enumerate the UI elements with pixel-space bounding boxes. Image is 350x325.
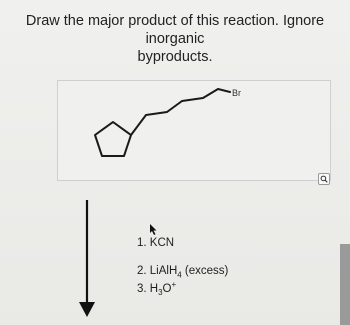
cyclopentane-ring — [95, 122, 131, 156]
reactant-structure-box — [57, 80, 331, 181]
condition-step-1: 1. KCN — [137, 237, 175, 249]
question-line-2: byproducts. — [137, 49, 213, 65]
step-3-subscript: 3 — [158, 288, 163, 298]
step-3-mid: O — [162, 282, 172, 295]
scrollbar[interactable] — [340, 244, 350, 325]
reaction-arrow-down-icon — [76, 200, 98, 320]
zoom-in-icon — [320, 175, 328, 183]
step-3-superscript: + — [171, 280, 177, 289]
step-2-text: 2. LiAlH — [137, 265, 178, 277]
reactant-structure-drawing — [58, 81, 332, 182]
mouse-pointer-icon — [148, 224, 158, 236]
condition-step-3 — [137, 278, 176, 300]
step-2-suffix: (excess) — [181, 265, 229, 277]
alkyl-chain — [131, 89, 230, 135]
question-line-1: Draw the major product of this reaction. Ignore inorganic — [25, 13, 325, 47]
step-2-subscript: 4 — [177, 270, 182, 280]
zoom-button[interactable] — [318, 173, 330, 185]
question-text — [0, 12, 350, 66]
step-3-text: 3. H — [137, 282, 159, 295]
bromine-label: Br — [232, 88, 241, 98]
